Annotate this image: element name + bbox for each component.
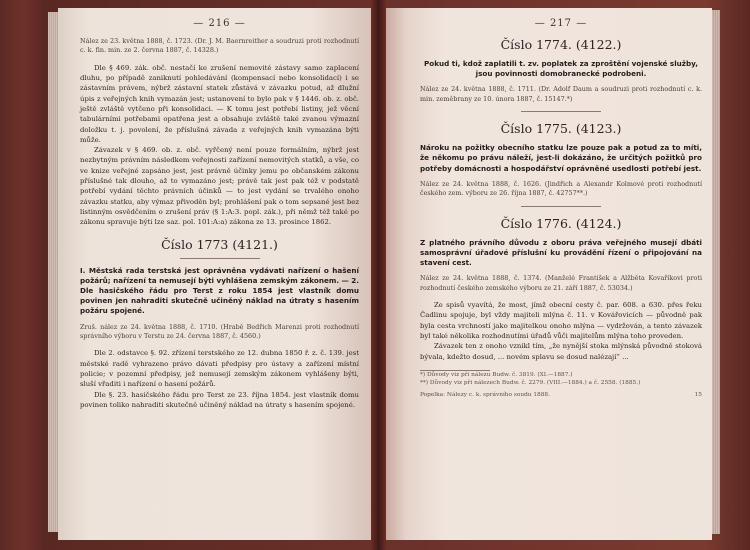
left-folio: — 216 — <box>193 18 246 29</box>
left-page <box>58 8 371 540</box>
right-folio: — 217 — <box>534 18 588 29</box>
right-paragraph-2: Závazek ten z onoho vznikl tím, „že nynější stoka mlýnská původně stoková bývala, kdežto dosud, ... novém splavu se dosud nalézají“ ... <box>420 342 702 361</box>
left-page-edges <box>48 12 58 532</box>
left-paragraph-2: Závazek v § 469. ob. z. obč. vyřčený není pouze formálním, nýbrž jest nezbytným právním následkem veřejnosti zařízení nemovitých statků, a vše, co ve knize veřejné zapsáno jest, jest právně účinky jemu po občanském zákonu příslušné tak dlouho, až to vymazáno jest; právě tak jest pak též v podstatě potřebí vydání těchto právních účinků — to jest vydání se trvalého onoho závazku statku, aby výmaz přivoděn byl; prohlášení pak o tom sepsané jest bez listinným osvědčením o zrušení práv (§ 1:A:3. popl. zák.), při němž též také po zákonu spravuje býti lze saz. pol. 101:A:a) zákona ze 13. prosince 1862. <box>80 146 359 227</box>
footnote-2: **) Důvody viz při nálezech Budw. č. 2279. (VIII.—1884.) a č. 2558. (1885.) <box>420 380 641 387</box>
left-case-reference: Zruš. nález ze 24. května 1888, č. 1710. (Hrabě Bedřich Marenzi proti rozhodnutí správního výboru v Terstu ze 24. června 1887, č. 4560.) <box>80 322 359 340</box>
left-case-heading <box>80 237 359 259</box>
right-case-heading-1 <box>420 37 702 52</box>
right-case-heading-2 <box>420 121 702 136</box>
right-page <box>386 8 712 540</box>
right-case-summary-3: Z platného právního důvodu z oboru práva veřejného musejí dbáti samosprávní úřadové příslušní ku provádění řízení o připojování na stavení cest. <box>420 237 702 268</box>
heading-rule <box>521 206 601 207</box>
book-gutter <box>371 0 386 550</box>
footnote-1: *) Důvody viz při nálezu Budw. č. 3819. (XI.—1887.) <box>420 371 573 378</box>
right-page-edges <box>712 10 720 534</box>
left-top-reference: Nález ze 23. května 1888, č. 1723. (Dr. J. M. Baernreither a soudruzi proti rozhodnutí c. k. fin. min. ze 2. června 1887, č. 14328.) <box>80 37 359 55</box>
page-bottom-line <box>420 392 702 398</box>
right-case-summary-2: Nároku na požitky obecního statku lze pouze pak a potud za to míti, že někomu po právu náleží, jest-li dokázáno, že určitých požitků pro potřeby domácnosti a hospodářství oprávněné usedlosti potřebí jest. <box>420 143 702 173</box>
right-case-heading-2-text: Číslo 1775. (4123.) <box>500 121 622 137</box>
right-case-heading-1-text: Číslo 1774. (4122.) <box>500 37 622 52</box>
left-case-summary: I. Městská rada terstská jest oprávněna vydávati nařízení o hašení požárů; nařízení ta nemusejí býti vyhlášena zemským zákonem. — 2. Dle hasičského řádu pro Terst z roku 1854 jest vlastník domu povinen jen nahraditi skutečně učiněný náklad na útraty s hasením požáru spojené. <box>80 265 359 316</box>
heading-rule <box>180 258 260 259</box>
right-case-heading-3 <box>420 216 702 231</box>
left-paragraph-1: Dle § 469. zák. obč. nestačí ke zrušení nemovité zástavy samo zaplacení dluhu, po případě zaniknutí pohledávání (kompensací nebo konsolidací) i se zástavním právem, nýbrž zástavní statek zůstává v závazku potud, až dlužní úpis z veřejných knih vymazán jest; ustanovení to bylo pak v § 1446. ob. z. obč. ještě zvláště vytčeno při konsolidaci. — K tomu jest potřebí listiny, jež věcní tabulárními potřebami opatřena jest a obsahuje zvláště také zvanou výmazní doložku t. j. povolení, že příslušná závada z veřejných knih vymazána býti může. <box>80 63 359 144</box>
signature-line: Popelka: Nálezy c. k. správního soudu 1888. <box>420 392 550 399</box>
left-paragraph-3: Dle 2. odstavce §. 92. zřízení terstského ze 12. dubna 1850 ř. z. č. 139. jest městské radě vyhrazeno právo dávati předpisy pro ústavy a zařízení místní policie; v pozemní předpisy, jež nemusejí zemským zákonem vyhlášeny býti, sluší vřaditi i nařízení o hasení požárů. <box>80 349 359 389</box>
right-paragraph-1: Ze spisů vyavítá, že most, jímž obecní cesty č. par. 608. a 630. přes řeku Čadlinu spojuje, byl vždy majiteli mlýna č. 11. v Kovářovicích — původně pak byla cesta vrchností jako majitelkou onoho mlýna — vydržován, a tento závazek byl také několika rozhodnutími úřadů vůči majitelům mlýna toho proveden. <box>420 301 702 340</box>
left-case-heading-text: Číslo 1773 (4121.) <box>161 236 278 252</box>
right-case-heading-3-text: Číslo 1776. (4124.) <box>500 215 622 231</box>
right-case-reference-2: Nález ze 24. května 1888, č. 1626. (Jindřich a Alexandr Kolmové proti rozhodnutí českého zem. výboru ze 26. října 1887, č. 42757**.) <box>420 179 702 198</box>
heading-rule <box>521 111 601 112</box>
right-case-reference-1: Nález ze 24. května 1888, č. 1711. (Dr. Adolf Daum a soudruzi proti rozhodnutí c. k. min. zeměbrany ze 10. února 1887, č. 15147.*) <box>420 85 702 103</box>
right-case-summary-1: Pokud ti, kdož zaplatili t. zv. poplatek za zproštění vojenské služby, jsou povinnosti domobranecké podrobeni. <box>424 59 698 79</box>
right-case-reference-3: Nález ze 24. května 1888, č. 1374. (Manželé František a Alžběta Kovaříkovi proti rozhodnutí českého zemského výboru ze 21. září 1887, č. 53034.) <box>420 274 702 292</box>
sheet-number: 15 <box>694 392 702 399</box>
left-paragraph-4: Dle §. 23. hasičského řádu pro Terst ze 23. října 1854. jest vlastník domu povinen toliko nahraditi skutečně učiněný náklad na útraty s hasením spojené. <box>80 390 359 409</box>
